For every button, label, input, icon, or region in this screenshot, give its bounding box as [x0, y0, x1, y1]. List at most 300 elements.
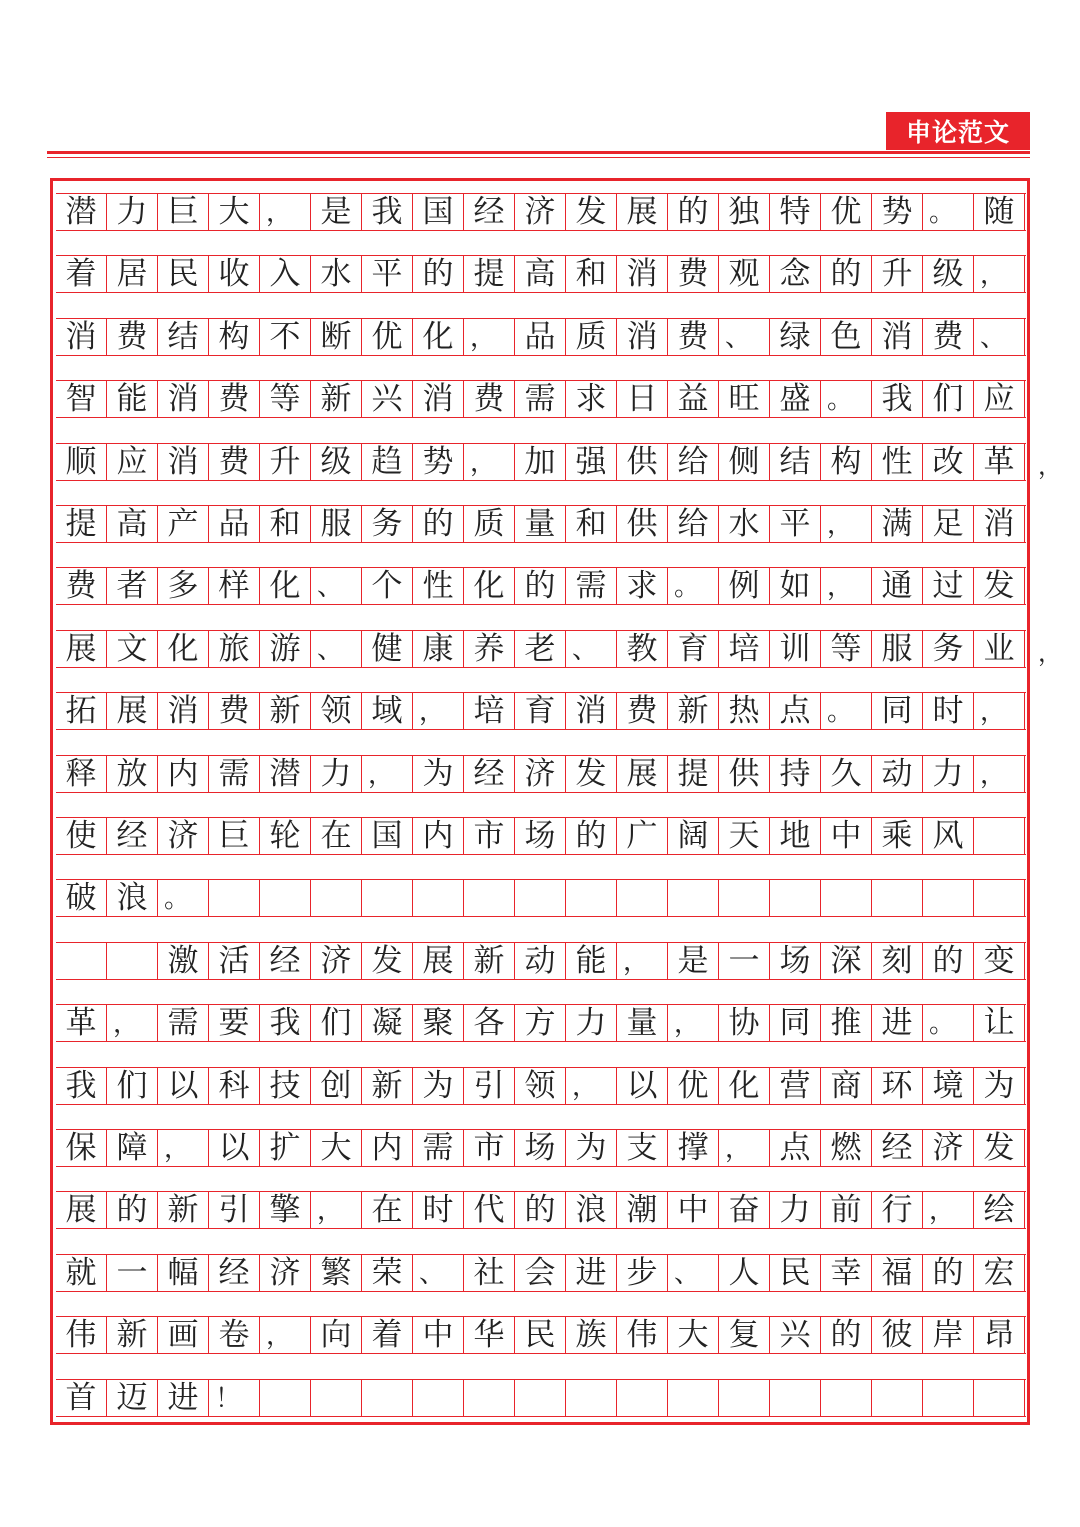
grid-cell: 技 [260, 1068, 311, 1104]
grid-cell: 场 [515, 1130, 566, 1166]
grid-cell: 奋 [719, 1192, 770, 1228]
grid-cell: 例 [719, 568, 770, 604]
grid-cell: 动 [515, 943, 566, 979]
grid-cell [464, 1380, 515, 1416]
grid-cell: ， [464, 444, 515, 480]
grid-cell: 构 [209, 319, 260, 355]
grid-cell: 首 [56, 1380, 107, 1416]
grid-cell: 们 [107, 1068, 158, 1104]
grid-cell: 消 [158, 444, 209, 480]
grid-cell: 荣 [362, 1255, 413, 1291]
grid-cell: 新 [362, 1068, 413, 1104]
grid-cell: 量 [617, 1005, 668, 1041]
grid-cell: 随 [974, 194, 1025, 230]
grid-cell: 经 [107, 818, 158, 854]
grid-cell: 国 [413, 194, 464, 230]
grid-cell: 天 [719, 818, 770, 854]
grid-cell: 。 [923, 1005, 974, 1041]
grid-cell: 时 [923, 693, 974, 729]
grid-cell: 旅 [209, 631, 260, 667]
grid-cell: ， [974, 256, 1025, 292]
grid-cell: 场 [515, 818, 566, 854]
grid-cell [107, 943, 158, 979]
grid-cell: 为 [566, 1130, 617, 1166]
grid-cell: 支 [617, 1130, 668, 1166]
grid-cell: 卷 [209, 1317, 260, 1353]
grid-cell: 新 [311, 381, 362, 417]
grid-row [56, 692, 1026, 730]
grid-cell [413, 1380, 464, 1416]
grid-cell [515, 1380, 566, 1416]
grid-cell: ， [974, 693, 1025, 729]
grid-cell: ， [566, 1068, 617, 1104]
grid-cell: 消 [617, 319, 668, 355]
grid-cell: 足 [923, 506, 974, 542]
grid-cell: 族 [566, 1317, 617, 1353]
grid-cell: 代 [464, 1192, 515, 1228]
grid-cell: 老 [515, 631, 566, 667]
grid-cell: 给 [668, 506, 719, 542]
grid-cell: 保 [56, 1130, 107, 1166]
grid-cell: 会 [515, 1255, 566, 1291]
grid-cell: 供 [617, 444, 668, 480]
margin-punctuation: ， [1038, 638, 1062, 667]
grid-cell: 同 [872, 693, 923, 729]
grid-cell: 步 [617, 1255, 668, 1291]
grid-cell: 需 [566, 568, 617, 604]
grid-cell: 轮 [260, 818, 311, 854]
grid-cell: 需 [515, 381, 566, 417]
grid-cell: 科 [209, 1068, 260, 1104]
grid-cell: 费 [209, 381, 260, 417]
grid-cell [413, 880, 464, 916]
grid-cell: 文 [107, 631, 158, 667]
grid-cell [668, 880, 719, 916]
grid-cell: 势 [872, 194, 923, 230]
grid-cell: 刻 [872, 943, 923, 979]
grid-cell: 能 [107, 381, 158, 417]
grid-cell: 昂 [974, 1317, 1025, 1353]
grid-cell: 风 [923, 818, 974, 854]
grid-cell: 。 [821, 381, 872, 417]
grid-cell: 力 [770, 1192, 821, 1228]
grid-cell: 发 [974, 568, 1025, 604]
grid-cell: 扩 [260, 1130, 311, 1166]
grid-cell: 游 [260, 631, 311, 667]
grid-cell: 障 [107, 1130, 158, 1166]
grid-cell: ， [413, 693, 464, 729]
grid-cell: 幅 [158, 1255, 209, 1291]
grid-cell: 动 [872, 756, 923, 792]
grid-cell: 我 [56, 1068, 107, 1104]
grid-cell: 育 [515, 693, 566, 729]
grid-cell: 境 [923, 1068, 974, 1104]
grid-row [56, 1067, 1026, 1105]
grid-cell: 内 [413, 818, 464, 854]
grid-cell: 民 [158, 256, 209, 292]
grid-cell: 绘 [974, 1192, 1025, 1228]
grid-cell: 。 [923, 194, 974, 230]
grid-cell: 向 [311, 1317, 362, 1353]
grid-cell: 满 [872, 506, 923, 542]
grid-cell: 升 [872, 256, 923, 292]
grid-cell: 进 [566, 1255, 617, 1291]
grid-cell: 的 [515, 1192, 566, 1228]
grid-cell: 。 [158, 880, 209, 916]
grid-cell: 的 [107, 1192, 158, 1228]
grid-cell: 的 [566, 818, 617, 854]
grid-cell: 多 [158, 568, 209, 604]
grid-cell: 给 [668, 444, 719, 480]
grid-cell: 变 [974, 943, 1025, 979]
grid-cell: 水 [311, 256, 362, 292]
grid-cell: ， [260, 1317, 311, 1353]
grid-cell [209, 880, 260, 916]
grid-cell: 一 [719, 943, 770, 979]
grid-cell: 高 [107, 506, 158, 542]
grid-cell: 平 [770, 506, 821, 542]
grid-cell: 如 [770, 568, 821, 604]
grid-cell: 场 [770, 943, 821, 979]
grid-cell: 色 [821, 319, 872, 355]
grid-cell: 优 [821, 194, 872, 230]
grid-cell: 引 [209, 1192, 260, 1228]
grid-cell: 济 [311, 943, 362, 979]
grid-cell: 经 [464, 756, 515, 792]
grid-cell: 服 [872, 631, 923, 667]
grid-cell: 大 [311, 1130, 362, 1166]
grid-cell: 化 [158, 631, 209, 667]
grid-cell: 展 [413, 943, 464, 979]
grid-cell: 优 [668, 1068, 719, 1104]
grid-cell: 观 [719, 256, 770, 292]
grid-cell: 居 [107, 256, 158, 292]
grid-cell [515, 880, 566, 916]
grid-cell: 广 [617, 818, 668, 854]
grid-cell: 展 [107, 693, 158, 729]
grid-row [56, 879, 1026, 917]
grid-cell: 地 [770, 818, 821, 854]
grid-cell: ， [668, 1005, 719, 1041]
grid-cell: 优 [362, 319, 413, 355]
grid-cell: 、 [974, 319, 1025, 355]
grid-cell: 训 [770, 631, 821, 667]
grid-cell: 等 [260, 381, 311, 417]
grid-cell: 们 [311, 1005, 362, 1041]
grid-cell: 费 [107, 319, 158, 355]
grid-row [56, 443, 1026, 481]
grid-cell: 浪 [107, 880, 158, 916]
grid-cell: 方 [515, 1005, 566, 1041]
grid-cell: 聚 [413, 1005, 464, 1041]
grid-cell: 盛 [770, 381, 821, 417]
grid-cell: 展 [617, 756, 668, 792]
grid-cell: 前 [821, 1192, 872, 1228]
grid-cell: 济 [515, 194, 566, 230]
grid-cell: 、 [311, 568, 362, 604]
grid-cell: 费 [464, 381, 515, 417]
grid-cell: 性 [872, 444, 923, 480]
grid-cell: 强 [566, 444, 617, 480]
grid-cell: 以 [158, 1068, 209, 1104]
grid-cell: 着 [56, 256, 107, 292]
grid-cell: 为 [413, 756, 464, 792]
grid-row [56, 255, 1026, 293]
grid-cell: 展 [56, 631, 107, 667]
grid-cell: 费 [923, 319, 974, 355]
grid-cell: 力 [107, 194, 158, 230]
grid-cell: 国 [362, 818, 413, 854]
grid-row [56, 193, 1026, 231]
grid-cell: 消 [617, 256, 668, 292]
grid-cell: 中 [821, 818, 872, 854]
grid-row [56, 567, 1026, 605]
grid-cell: 消 [158, 693, 209, 729]
grid-cell [311, 1380, 362, 1416]
grid-cell: 通 [872, 568, 923, 604]
grid-cell [821, 880, 872, 916]
grid-cell: 加 [515, 444, 566, 480]
grid-cell: ！ [209, 1380, 260, 1416]
grid-cell: 旺 [719, 381, 770, 417]
grid-cell: 我 [362, 194, 413, 230]
grid-cell [260, 880, 311, 916]
grid-cell: 消 [158, 381, 209, 417]
grid-cell: ， [923, 1192, 974, 1228]
grid-cell: ， [311, 1192, 362, 1228]
grid-cell: 构 [821, 444, 872, 480]
grid-cell [821, 1380, 872, 1416]
grid-cell: 内 [158, 756, 209, 792]
grid-cell [56, 943, 107, 979]
grid-cell: 幸 [821, 1255, 872, 1291]
grid-cell: 域 [362, 693, 413, 729]
grid-cell: 求 [617, 568, 668, 604]
grid-cell: 和 [260, 506, 311, 542]
grid-cell: 济 [260, 1255, 311, 1291]
grid-cell: 求 [566, 381, 617, 417]
grid-row [56, 630, 1026, 668]
grid-cell: 是 [311, 194, 362, 230]
grid-cell: ， [719, 1130, 770, 1166]
grid-cell: 乘 [872, 818, 923, 854]
grid-cell: 民 [515, 1317, 566, 1353]
grid-cell: 在 [311, 818, 362, 854]
grid-cell: 需 [158, 1005, 209, 1041]
grid-cell: 费 [209, 693, 260, 729]
grid-cell: 入 [260, 256, 311, 292]
grid-cell: 。 [668, 568, 719, 604]
grid-cell: 阔 [668, 818, 719, 854]
grid-cell: 独 [719, 194, 770, 230]
grid-cell: 培 [464, 693, 515, 729]
grid-cell: 内 [362, 1130, 413, 1166]
header-rule-thick [47, 151, 1030, 154]
grid-cell: 我 [260, 1005, 311, 1041]
grid-cell: 新 [260, 693, 311, 729]
grid-cell: 破 [56, 880, 107, 916]
grid-cell: 样 [209, 568, 260, 604]
grid-cell: 能 [566, 943, 617, 979]
grid-cell [362, 880, 413, 916]
grid-cell: 级 [923, 256, 974, 292]
grid-cell: ， [821, 506, 872, 542]
grid-cell: 的 [923, 943, 974, 979]
grid-cell: 提 [464, 256, 515, 292]
grid-cell: 使 [56, 818, 107, 854]
grid-cell: 智 [56, 381, 107, 417]
grid-cell: 宏 [974, 1255, 1025, 1291]
grid-cell: 产 [158, 506, 209, 542]
grid-cell: 要 [209, 1005, 260, 1041]
grid-cell: 经 [872, 1130, 923, 1166]
grid-cell: 迈 [107, 1380, 158, 1416]
grid-cell [311, 880, 362, 916]
grid-cell: 的 [821, 1317, 872, 1353]
grid-cell [770, 1380, 821, 1416]
grid-cell: 的 [668, 194, 719, 230]
grid-cell: 放 [107, 756, 158, 792]
grid-cell: 时 [413, 1192, 464, 1228]
grid-cell: 是 [668, 943, 719, 979]
grid-cell: 们 [923, 381, 974, 417]
grid-cell: 展 [56, 1192, 107, 1228]
grid-cell: 不 [260, 319, 311, 355]
grid-cell: 行 [872, 1192, 923, 1228]
grid-cell: 市 [464, 1130, 515, 1166]
grid-cell: 需 [413, 1130, 464, 1166]
grid-cell: 务 [362, 506, 413, 542]
grid-cell: 兴 [770, 1317, 821, 1353]
grid-cell: 趋 [362, 444, 413, 480]
grid-cell: 济 [158, 818, 209, 854]
grid-cell: 结 [770, 444, 821, 480]
grid-cell: 巨 [209, 818, 260, 854]
grid-cell: 各 [464, 1005, 515, 1041]
grid-cell: 和 [566, 256, 617, 292]
grid-cell: 新 [668, 693, 719, 729]
grid-cell: 费 [617, 693, 668, 729]
grid-cell: 大 [209, 194, 260, 230]
grid-cell: 在 [362, 1192, 413, 1228]
grid-cell [923, 1380, 974, 1416]
grid-cell: ， [362, 756, 413, 792]
grid-cell: 质 [566, 319, 617, 355]
grid-cell: 我 [872, 381, 923, 417]
grid-cell: 化 [719, 1068, 770, 1104]
grid-cell [923, 880, 974, 916]
grid-cell: 繁 [311, 1255, 362, 1291]
grid-cell: 量 [515, 506, 566, 542]
grid-cell: 绿 [770, 319, 821, 355]
essay-category-tag: 申论范文 [886, 112, 1030, 150]
grid-cell: 激 [158, 943, 209, 979]
grid-cell: 以 [209, 1130, 260, 1166]
grid-cell: 消 [566, 693, 617, 729]
grid-cell: ， [617, 943, 668, 979]
grid-cell: 人 [719, 1255, 770, 1291]
grid-cell: ， [821, 568, 872, 604]
grid-cell [872, 1380, 923, 1416]
grid-cell: 协 [719, 1005, 770, 1041]
grid-cell: ， [464, 319, 515, 355]
grid-cell: 需 [209, 756, 260, 792]
grid-cell [719, 880, 770, 916]
grid-cell: 巨 [158, 194, 209, 230]
grid-row [56, 1379, 1026, 1417]
grid-cell: 消 [56, 319, 107, 355]
grid-cell: 新 [464, 943, 515, 979]
grid-cell: 发 [566, 756, 617, 792]
grid-cell [719, 1380, 770, 1416]
grid-cell: 提 [668, 756, 719, 792]
grid-cell: 革 [56, 1005, 107, 1041]
grid-cell: 升 [260, 444, 311, 480]
grid-cell [974, 1380, 1025, 1416]
grid-cell [668, 1380, 719, 1416]
grid-cell: 潜 [260, 756, 311, 792]
grid-cell: 应 [974, 381, 1025, 417]
grid-cell: 化 [464, 568, 515, 604]
grid-cell: 教 [617, 631, 668, 667]
grid-cell: 。 [821, 693, 872, 729]
grid-cell: 收 [209, 256, 260, 292]
grid-cell: 深 [821, 943, 872, 979]
grid-cell: 康 [413, 631, 464, 667]
grid-cell: 者 [107, 568, 158, 604]
grid-cell: 培 [719, 631, 770, 667]
grid-cell: 力 [311, 756, 362, 792]
grid-cell: 发 [974, 1130, 1025, 1166]
grid-cell: 费 [668, 256, 719, 292]
grid-row [56, 318, 1026, 356]
grid-cell: 点 [770, 693, 821, 729]
grid-cell: ， [974, 756, 1025, 792]
grid-cell: 环 [872, 1068, 923, 1104]
grid-cell: 养 [464, 631, 515, 667]
grid-cell: 力 [566, 1005, 617, 1041]
grid-cell: 的 [923, 1255, 974, 1291]
grid-cell: 品 [209, 506, 260, 542]
grid-cell: 为 [413, 1068, 464, 1104]
grid-row [56, 380, 1026, 418]
grid-cell: 发 [362, 943, 413, 979]
grid-cell: 费 [209, 444, 260, 480]
grid-cell: 品 [515, 319, 566, 355]
grid-cell: 潜 [56, 194, 107, 230]
grid-cell: 营 [770, 1068, 821, 1104]
grid-cell [566, 880, 617, 916]
grid-cell: 供 [719, 756, 770, 792]
grid-cell [566, 1380, 617, 1416]
grid-cell: 务 [923, 631, 974, 667]
grid-cell: 特 [770, 194, 821, 230]
grid-cell: 性 [413, 568, 464, 604]
grid-row [56, 942, 1026, 980]
grid-cell: 创 [311, 1068, 362, 1104]
grid-cell: 断 [311, 319, 362, 355]
grid-row [56, 755, 1026, 793]
grid-cell: 社 [464, 1255, 515, 1291]
grid-cell: 革 [974, 444, 1025, 480]
grid-cell: 经 [260, 943, 311, 979]
grid-cell: 水 [719, 506, 770, 542]
grid-cell: 久 [821, 756, 872, 792]
grid-cell: 费 [668, 319, 719, 355]
grid-cell: 引 [464, 1068, 515, 1104]
grid-row [56, 1191, 1026, 1229]
grid-cell: 应 [107, 444, 158, 480]
